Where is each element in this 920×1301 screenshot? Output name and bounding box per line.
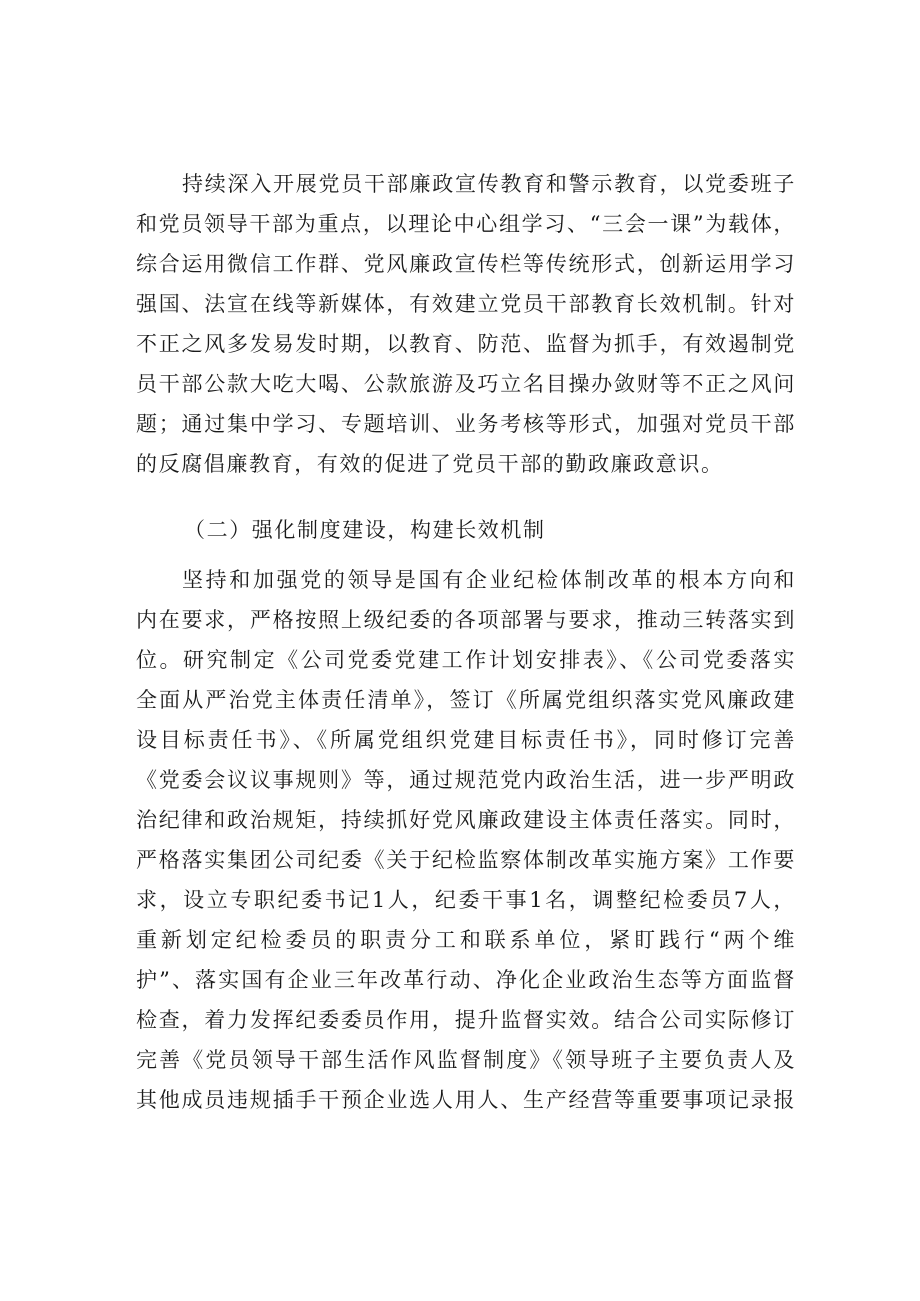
text-line: 护”、落实国有企业三年改革行动、净化企业政治生态等方面监督 [136,968,796,992]
text-line: 内在要求，严格按照上级纪委的各项部署与要求，推动三转落实到 [136,608,796,632]
text-line: 强国、法宣在线等新媒体，有效建立党员干部教育长效机制。针对 [136,292,796,316]
section-heading [184,510,784,550]
text-line: 完善《党员领导干部生活作风监督制度》《领导班子主要负责人及 [136,1048,796,1072]
text-line: 综合运用微信工作群、党风廉政宣传栏等传统形式，创新运用学习 [136,252,796,276]
text-line: 不正之风多发易发时期，以教育、防范、监督为抓手，有效遏制党 [136,332,796,356]
text-line: 坚持和加强党的领导是国有企业纪检体制改革的根本方向和 [182,568,796,592]
section-heading-text: （二）强化制度建设，构建长效机制 [184,518,546,542]
text-line: 员干部公款大吃大喝、公款旅游及巧立名目操办敛财等不正之风问 [136,372,796,396]
paragraph-education [136,164,796,484]
text-line: 的反腐倡廉教育，有效的促进了党员干部的勤政廉政意识。 [136,452,724,476]
text-line: 持续深入开展党员干部廉政宣传教育和警示教育，以党委班子 [182,172,796,196]
text-line: 和党员领导干部为重点，以理论中心组学习、“三会一课”为载体， [136,212,796,236]
text-line: 求，设立专职纪委书记1人，纪委干事1名，调整纪检委员7人， [136,888,796,912]
text-line: 重新划定纪检委员的职责分工和联系单位，紧盯践行“两个维 [136,928,796,952]
paragraph-system-building [136,560,796,1120]
text-line: 严格落实集团公司纪委《关于纪检监察体制改革实施方案》工作要 [136,848,796,872]
text-line: 题；通过集中学习、专题培训、业务考核等形式，加强对党员干部 [136,412,796,436]
text-line: 位。研究制定《公司党委党建工作计划安排表》、《公司党委落实 [136,648,796,672]
text-line: 检查，着力发挥纪委委员作用，提升监督实效。结合公司实际修订 [136,1008,796,1032]
text-line: 《党委会议议事规则》等，通过规范党内政治生活，进一步严明政 [136,768,796,792]
text-line: 治纪律和政治规矩，持续抓好党风廉政建设主体责任落实。同时， [136,808,796,832]
text-line: 全面从严治党主体责任清单》，签订《所属党组织落实党风廉政建 [136,688,796,712]
text-line: 设目标责任书》、《所属党组织党建目标责任书》，同时修订完善 [136,728,796,752]
text-line: 其他成员违规插手干预企业选人用人、生产经营等重要事项记录报 [136,1088,796,1112]
